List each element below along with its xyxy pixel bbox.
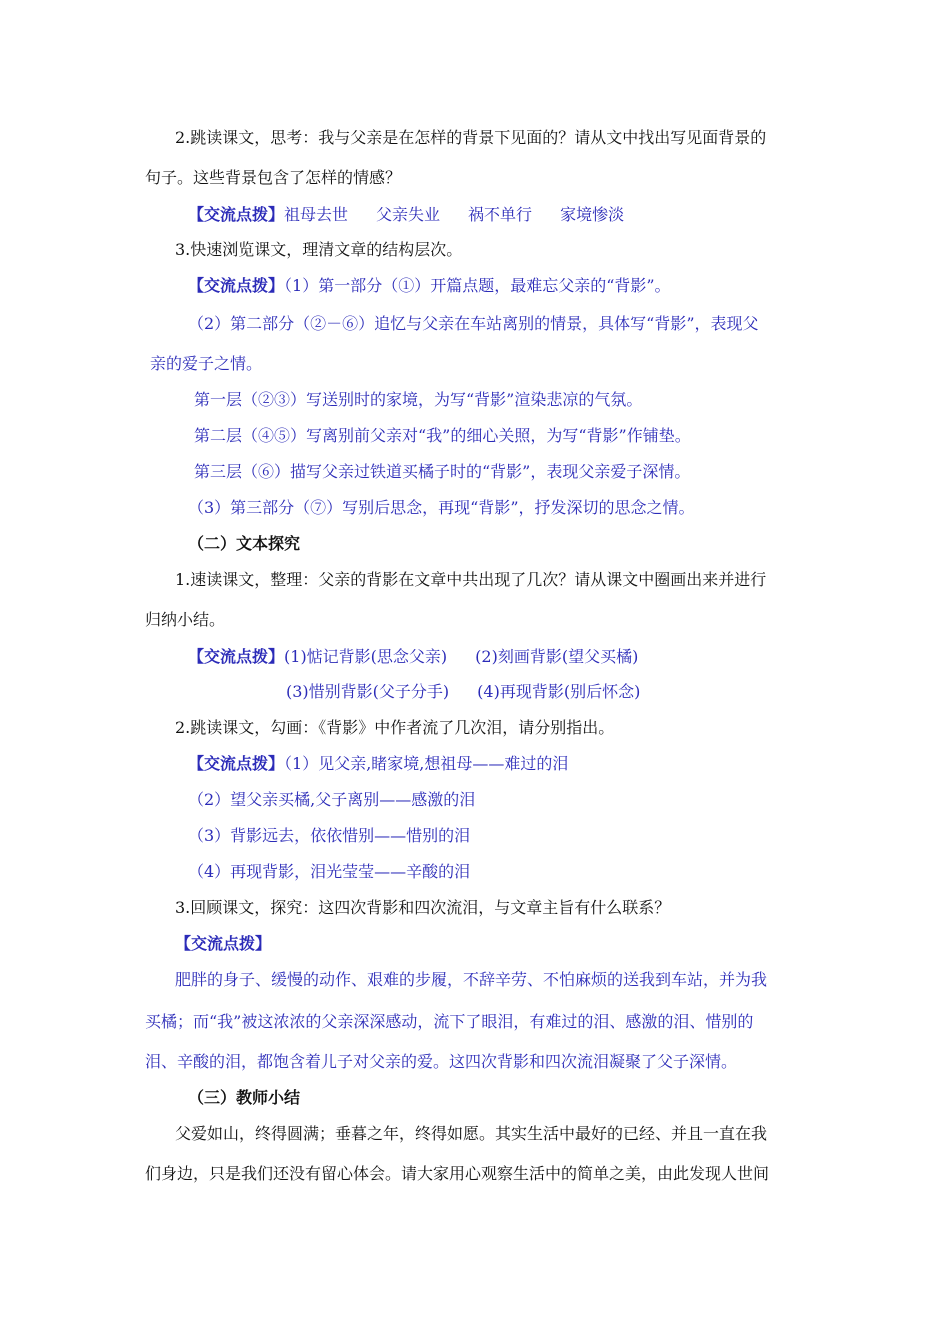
question-2-line-1: 2.跳读课文，思考：我与父亲是在怎样的背景下见面的？请从文中找出写见面背景的 [175,128,767,147]
section-heading-teacher-summary: （三）教师小结 [188,1088,301,1107]
exchange-label: 【交流点拨】 [188,205,285,224]
inquiry-answer-3-line-2: 买橘；而“我”被这浓浓的父亲深深感动，流下了眼泪，有难过的泪、感激的泪、惜别的 [145,1012,754,1031]
inquiry-answer-2-item-1: 【交流点拨】（1）见父亲,睹家境,想祖母——难过的泪 [188,754,569,773]
layer-3: 第三层（⑥）描写父亲过铁道买橘子时的“背影”，表现父亲爱子深情。 [194,462,691,481]
summary-line-2: 们身边，只是我们还没有留心体会。请大家用心观察生活中的简单之美，由此发现人世间 [145,1164,770,1183]
answer-3-part-1: 【交流点拨】（1）第一部分（①）开篇点题，最难忘父亲的“背影”。 [188,276,671,295]
inquiry-answer-2-item-4: （4）再现背影，泪光莹莹——辛酸的泪 [188,862,471,881]
answer-item: 祖母去世 [284,205,349,224]
answer-item: 父亲失业 [376,205,441,224]
inquiry-answer-2-item-2: （2）望父亲买橘,父子离别——感激的泪 [188,790,476,809]
answer-3-part-2-line-2: 亲的爱子之情。 [150,354,263,373]
inquiry-question-3: 3.回顾课文，探究：这四次背影和四次流泪，与文章主旨有什么联系？ [175,898,671,917]
exchange-label: 【交流点拨】 [188,647,285,666]
inquiry-answer-2-item-3: （3）背影远去，依依惜别——惜别的泪 [188,826,471,845]
inquiry-answer-3-line-3: 泪、辛酸的泪，都饱含着儿子对父亲的爱。这四次背影和四次流泪凝聚了父子深情。 [145,1052,738,1071]
answer-item: (1)惦记背影(思念父亲) [284,647,448,666]
section-heading-text-inquiry: （二）文本探究 [188,534,301,553]
answer-item: (3)惜别背影(父子分手) [286,682,450,701]
answer-item: 祸不单行 [468,205,533,224]
inquiry-answer-1-row-1 [188,647,638,667]
answer-2 [188,205,624,225]
exchange-label: 【交流点拨】 [175,934,272,953]
exchange-label: 【交流点拨】 [188,754,285,773]
inquiry-answer-3-line-1: 肥胖的身子、缓慢的动作、艰难的步履，不辞辛劳、不怕麻烦的送我到车站，并为我 [175,970,768,989]
inquiry-question-2: 2.跳读课文，勾画：《背影》中作者流了几次泪，请分别指出。 [175,718,615,737]
answer-3-part-3: （3）第三部分（⑦）写别后思念，再现“背影”，抒发深切的思念之情。 [188,498,695,517]
answer-item: (4)再现背影(别后怀念) [477,682,641,701]
answer-item: 家境惨淡 [560,205,625,224]
inquiry-question-1-line-1: 1.速读课文，整理：父亲的背影在文章中共出现了几次？请从课文中圈画出来并进行 [175,570,767,589]
layer-1: 第一层（②③）写送别时的家境，为写“背影”渲染悲凉的气氛。 [194,390,643,409]
question-3: 3.快速浏览课文，理清文章的结构层次。 [175,240,463,259]
summary-line-1: 父爱如山，终得圆满；垂暮之年，终得如愿。其实生活中最好的已经、并且一直在我 [175,1124,768,1143]
question-2-line-2: 句子。这些背景包含了怎样的情感？ [145,168,402,187]
inquiry-question-1-line-2: 归纳小结。 [145,610,226,629]
answer-item: (2)刻画背影(望父买橘) [475,647,639,666]
inquiry-answer-1-row-2 [286,682,640,702]
layer-2: 第二层（④⑤）写离别前父亲对“我”的细心关照，为写“背影”作铺垫。 [194,426,691,445]
answer-3-part-2-line-1: （2）第二部分（②－⑥）追忆与父亲在车站离别的情景，具体写“背影”，表现父 [188,314,759,333]
exchange-label: 【交流点拨】 [188,276,285,295]
